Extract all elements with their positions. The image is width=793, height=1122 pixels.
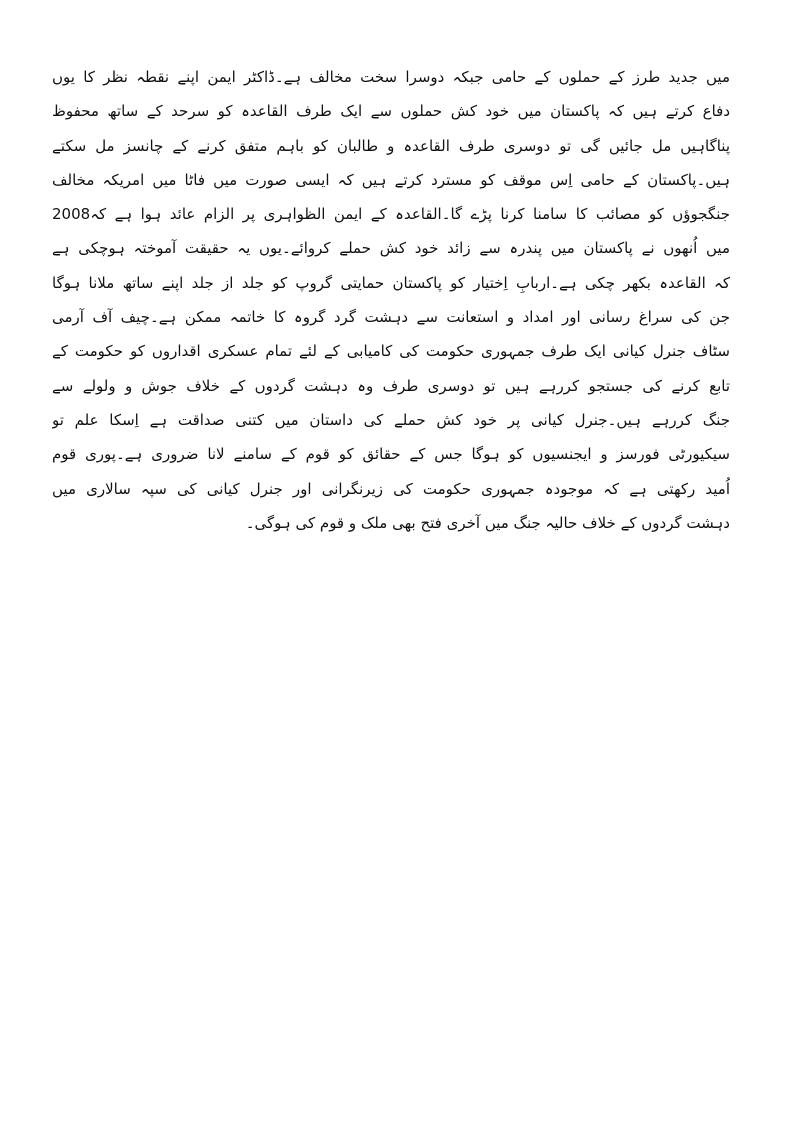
urdu-paragraph bbox=[52, 60, 730, 540]
text-line: تابع کرنے کی جستجو کررہے ہیں تو دوسری طرف وہ دہشت گردوں کے خلاف جوش و ولولے سے bbox=[52, 376, 730, 395]
text-line: میں جدید طرز کے حملوں کے حامی جبکہ دوسرا سخت مخالف ہے۔ڈاکٹر ایمن اپنے نقطہ نظر کا یوں bbox=[52, 68, 730, 86]
text-line: سٹاف جنرل کیانی ایک طرف جمہوری حکومت کی کامیابی کے لئے تمام عسکری اقداروں کو حکومت کے bbox=[52, 342, 730, 361]
text-line-last: دہشت گردوں کے خلاف حالیہ جنگ میں آخری فتح بھی ملک و قوم کی ہوگی۔ bbox=[245, 513, 730, 532]
text-line: ہیں۔پاکستان کے حامی اِس موقف کو مسترد کرتے ہیں کہ ایسی صورت میں فاٹا میں امریکہ مخالف bbox=[52, 170, 730, 189]
text-line: جن کی سراغ رسانی اور امداد و استعانت سے دہشت گرد گروہ کا خاتمہ ممکن ہے۔چیف آف آرمی bbox=[52, 308, 730, 327]
text-line: پناگاہیں مل جائیں گی تو دوسری طرف القاعدہ و طالبان کو باہم متفق کرنے کے چانسز مل سکتے bbox=[52, 136, 730, 155]
text-line: دفاع کرتے ہیں کہ پاکستان میں خود کش حملوں سے ایک طرف القاعدہ کو سرحد کے ساتھ محفوظ bbox=[52, 102, 730, 121]
text-line: جنگجوؤں کو مصائب کا سامنا کرنا پڑے گا۔القاعدہ کے ایمن الظواہری پر الزام عائد ہوا ہے کہ2008 bbox=[52, 205, 730, 224]
text-line: میں اُنھوں نے پاکستان میں پندرہ سے زائد خود کش حملے کروائے۔یوں یہ حقیقت آموختہ ہوچکی ہے bbox=[52, 239, 730, 258]
text-line: سیکیورٹی فورسز و ایجنسیوں کو ہوگا جس کے حقائق کو قوم کے سامنے لانا ضروری ہے۔پوری قوم bbox=[52, 445, 730, 464]
text-line: اُمید رکھتی ہے کہ موجودہ جمہوری حکومت کی زیرنگرانی اور جنرل کیانی کی سپہ سالاری میں bbox=[52, 479, 730, 498]
text-line: جنگ کررہے ہیں۔جنرل کیانی پر خود کش حملے کی داستان میں کتنی صداقت ہے اِسکا علم تو bbox=[52, 410, 730, 429]
text-line: کہ القاعدہ بکھر چکی ہے۔اربابِ اِختیار کو پاکستان حمایتی گروپ کو جلد از جلد اپنے ساتھ ملانا ہوگا bbox=[52, 273, 730, 292]
